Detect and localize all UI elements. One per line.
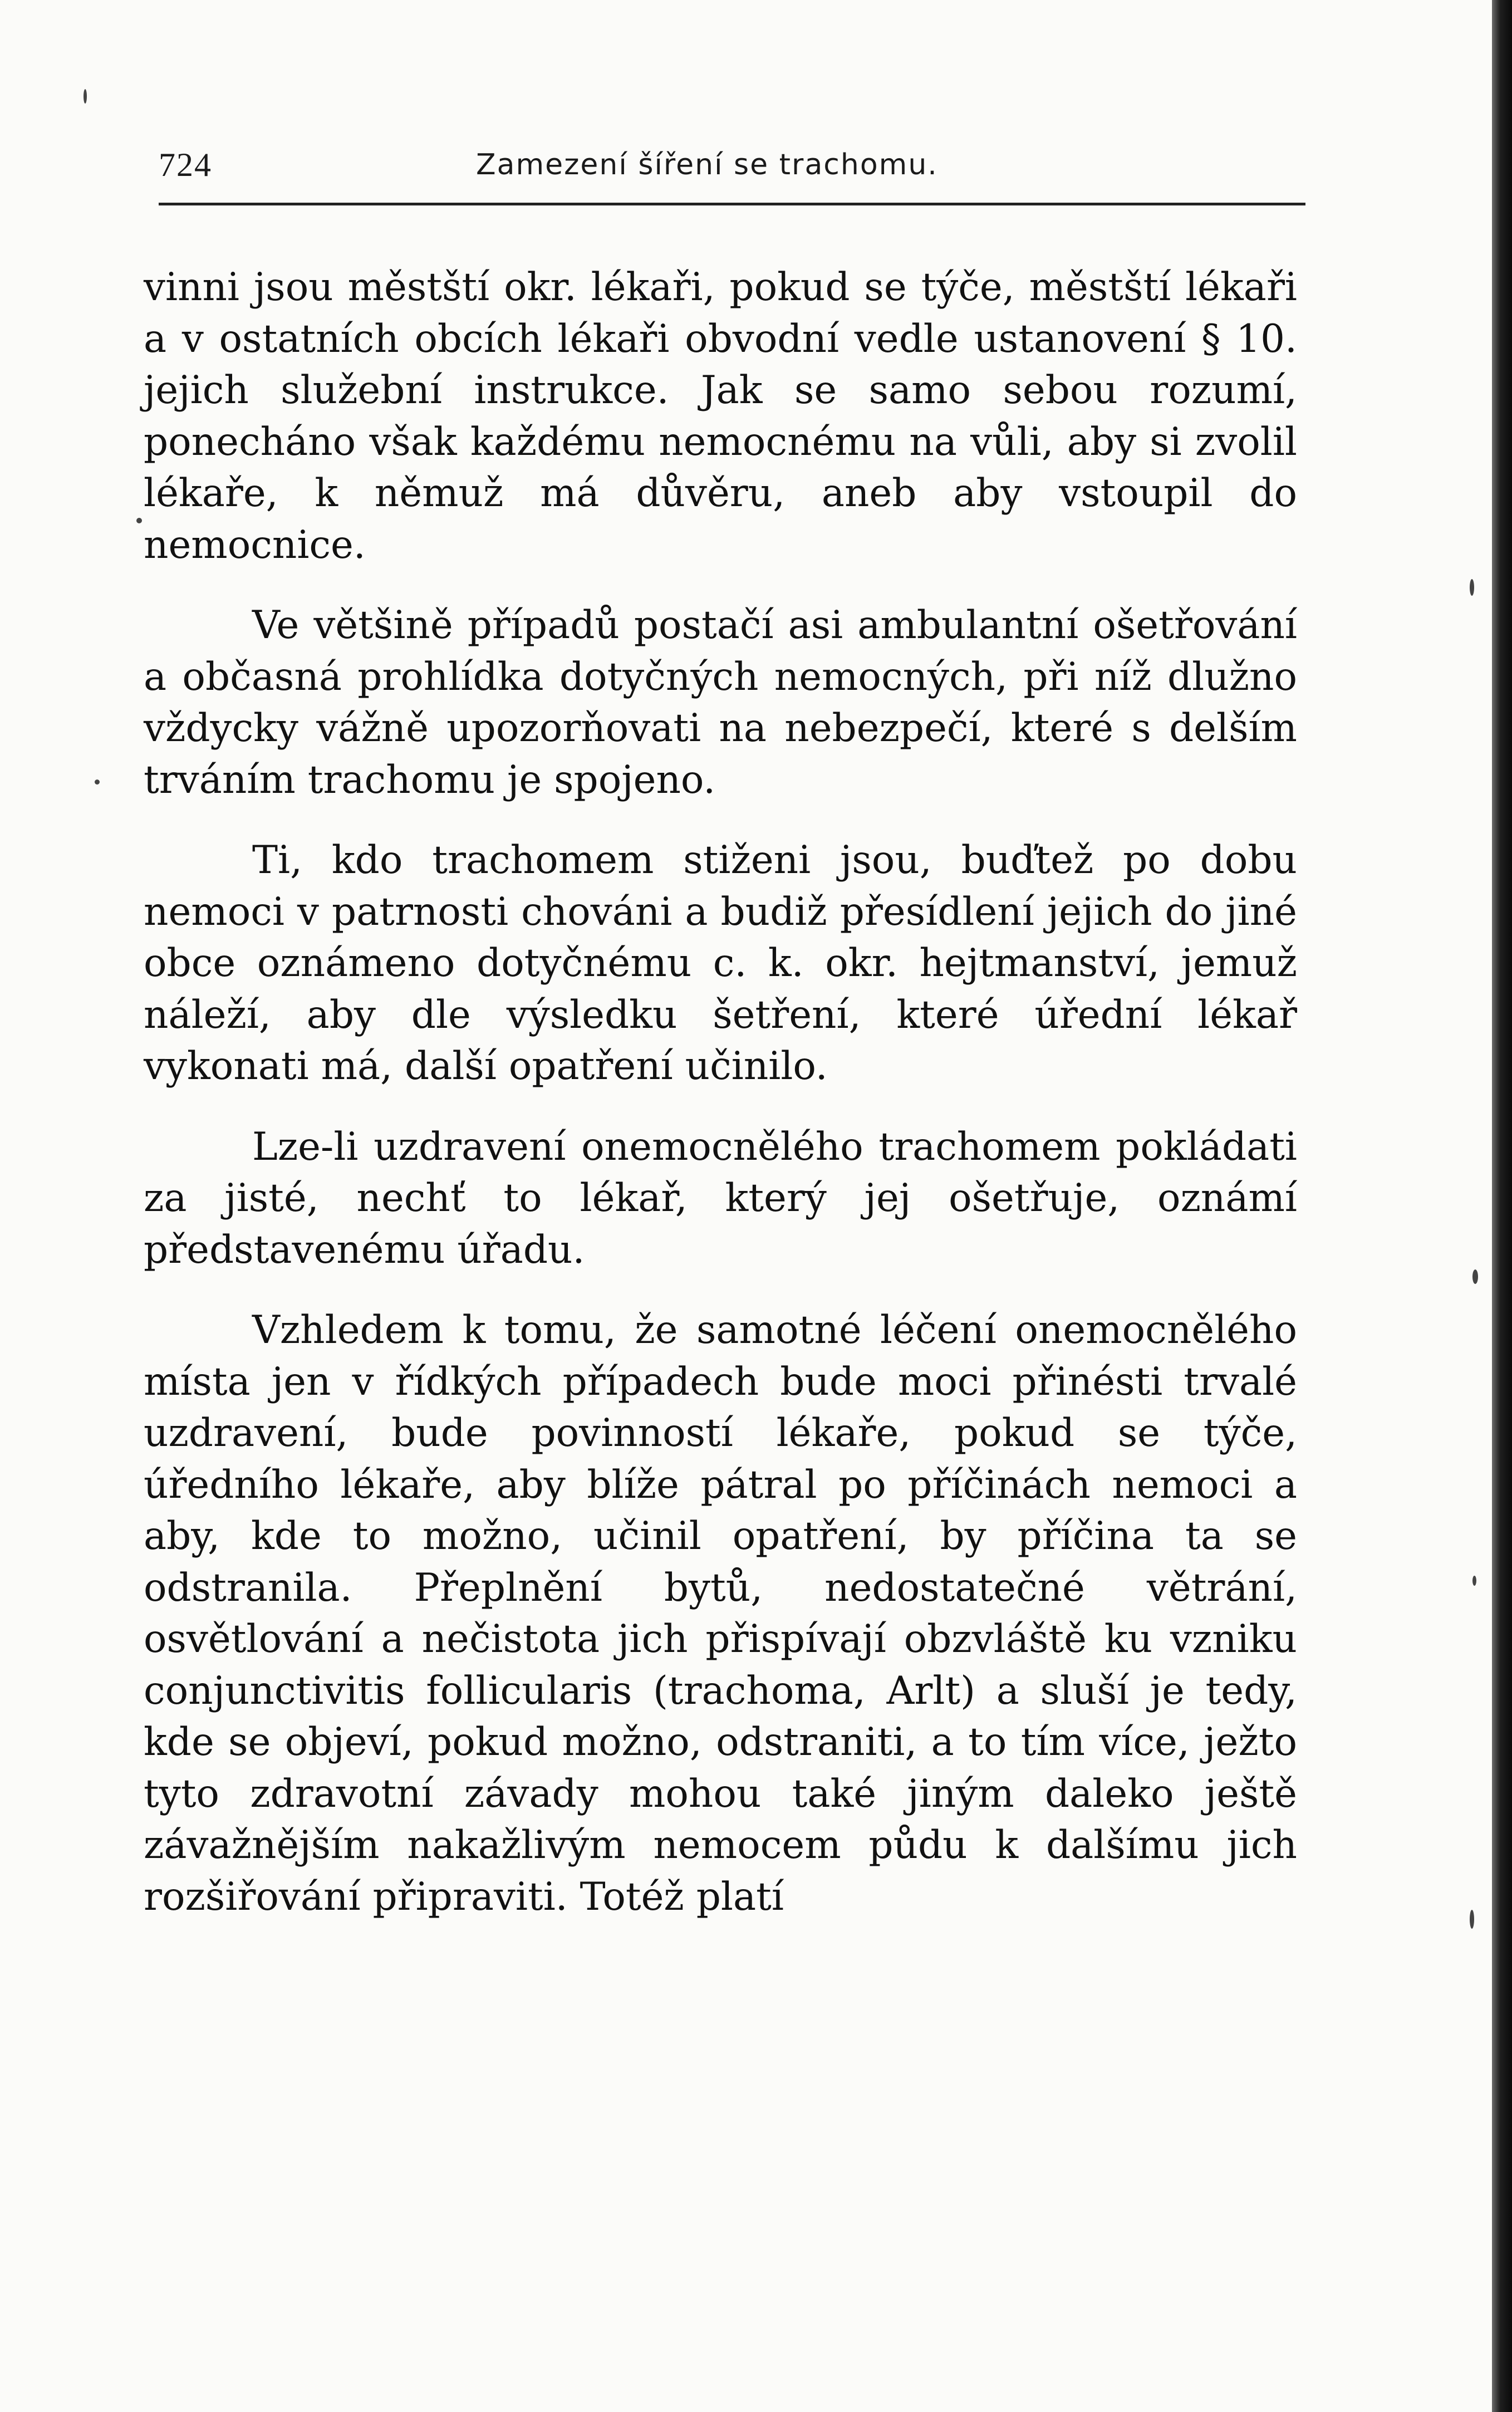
paragraph-4: Lze-li uzdravení onemocnělého trachomem pokládati za jisté, nechť to lékař, který jej ošetřuje, oznámí představenému úřadu. [144, 1124, 1297, 1272]
scan-speck [1472, 1269, 1478, 1284]
paragraph-2: Ve většině případů postačí asi ambulantní ošetřování a občasná prohlídka dotyčných nemocných, při níž dlužno vždycky vážně upozorňovati na nebezpečí, které s delším trváním trachomu je spojeno. [144, 603, 1297, 802]
page-edge-shadow [1492, 0, 1512, 2412]
page-number: 724 [159, 146, 212, 183]
scan-speck [1470, 1910, 1474, 1929]
paragraph-3: Ti, kdo trachomem stiženi jsou, buďtež po dobu nemoci v patrnosti chováni a budiž přesídlení jejich do jiné obce oznámeno dotyčnému c. k. okr. hejtmanství, jemuž náleží, aby dle výsledku šetření, které úřední lékař vykonati má, další opatření učinilo. [144, 838, 1297, 1089]
paragraph-1: vinni jsou městští okr. lékaři, pokud se týče, městští lékaři a v ostatních obcích lékaři obvodní vedle ustanovení § 10. jejich služební instrukce. Jak se samo sebou rozumí, ponecháno však každému nemocnému na vůli, aby si zvolil lékaře, k němuž má důvěru, aneb aby vstoupil do nemocnice. [144, 265, 1297, 567]
scan-speck [1470, 579, 1474, 596]
running-title: Zamezení šíření se trachomu. [476, 148, 938, 182]
scan-speck [1472, 1576, 1476, 1586]
body-text [144, 262, 1297, 1923]
scan-speck [95, 780, 100, 785]
header-rule [159, 203, 1305, 205]
paragraph-5: Vzhledem k tomu, že samotné léčení onemocnělého místa jen v řídkých případech bude moci přinésti trvalé uzdravení, bude povinností lékaře, pokud se týče, úředního lékaře, aby blíže pátral po příčinách nemoci a aby, kde to možno, učinil opatření, by příčina ta se odstranila. Přeplnění bytů, nedostatečné větrání, osvětlování a nečistota jich přispívají obzvláště ku vzniku conjunctivitis follicularis (trachoma, Arlt) a sluší je tedy, kde se objeví, pokud možno, odstraniti, a to tím více, ježto tyto zdravotní závady mohou také jiným daleko ještě závažnějším nakažlivým nemocem půdu k dalšímu jich rozšiřování připraviti. Totéž platí [144, 1308, 1297, 1919]
scan-speck [136, 518, 142, 523]
page-header [159, 146, 1305, 196]
scan-speck [84, 89, 87, 104]
